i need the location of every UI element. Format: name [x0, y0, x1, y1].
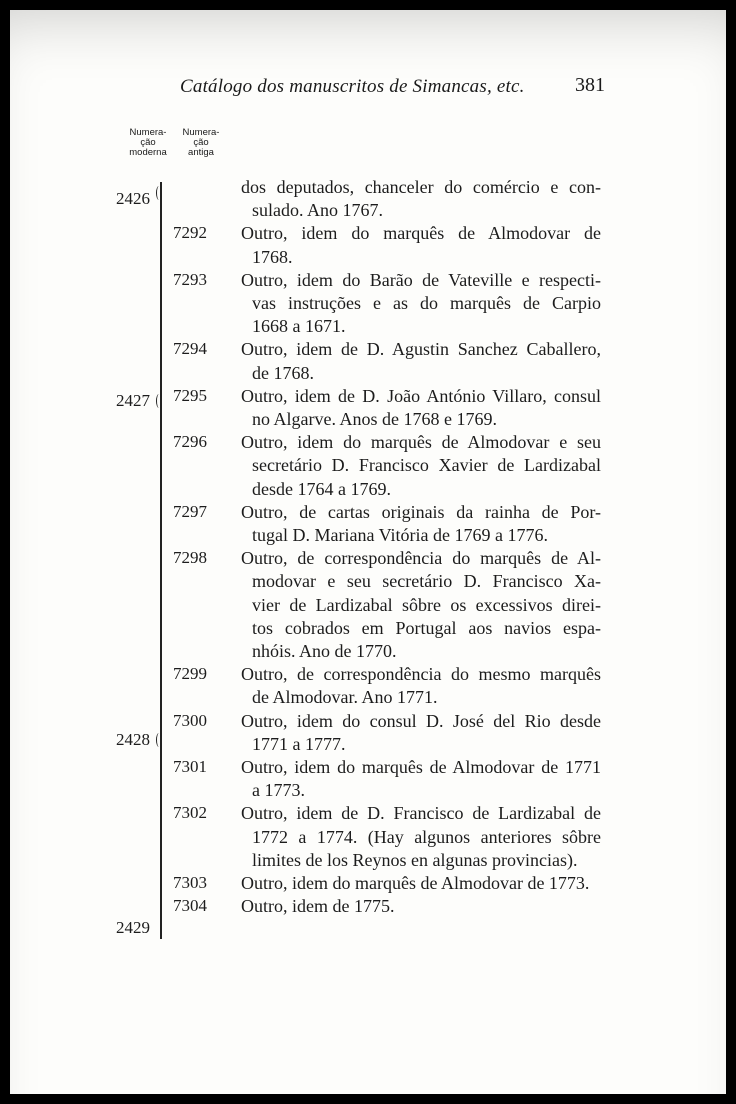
entry-number: 7300 — [173, 710, 207, 730]
entry-line: Outro, idem do consul D. José del Rio desde — [241, 710, 601, 731]
column-header-antiga-line: antiga — [188, 147, 214, 158]
entry-line: sulado. Ano 1767. — [252, 200, 384, 221]
entry-line: 1772 a 1774. (Hay algunos anteriores sôbre — [252, 826, 601, 847]
running-header-title: Catálogo dos manuscritos de Simancas, etc. — [180, 76, 525, 97]
entry-line: Outro, de cartas originais da rainha de Por- — [241, 501, 601, 522]
entry-number: 7298 — [173, 548, 207, 568]
entry-line: desde 1764 a 1769. — [252, 478, 391, 499]
entry-line: tos cobrados em Portugal aos navios espa- — [252, 617, 601, 638]
entry-line: modovar e seu secretário D. Francisco Xa- — [252, 571, 601, 592]
entry-line: Outro, idem de D. João António Villaro, consul — [241, 385, 601, 406]
entry-number: 7296 — [173, 432, 207, 452]
entry-line: secretário D. Francisco Xavier de Lardizabal — [252, 455, 601, 476]
entry-line: Outro, idem do Barão de Vateville e respecti- — [241, 269, 601, 290]
document-page — [10, 10, 726, 1094]
modern-number: 2428 — [116, 730, 150, 749]
entry-number: 7304 — [173, 896, 207, 916]
entry-line: Outro, idem do marquês de Almodovar e seu — [241, 432, 601, 453]
entry-line: de 1768. — [252, 362, 314, 383]
entry-line: de Almodovar. Ano 1771. — [252, 687, 438, 708]
entry-number: 7295 — [173, 385, 207, 405]
entry-line: dos deputados, chanceler do comércio e con- — [241, 177, 601, 197]
entry-line: vas instruções e as do marquês de Carpio — [252, 293, 601, 313]
entry-line: Outro, idem de D. Agustin Sanchez Caballero, — [241, 339, 601, 360]
entry-line: Outro, idem de 1775. — [241, 896, 395, 917]
column-header-moderna-line: Numera- — [129, 127, 167, 138]
entry-number: 7303 — [173, 873, 207, 892]
entry-line: 1771 a 1777. — [252, 733, 346, 754]
modern-number: 2426 — [116, 189, 150, 208]
column-header-moderna-line: ção — [140, 137, 156, 148]
entry-line: 1668 a 1671. — [252, 316, 346, 337]
column-header-antiga-line: Numera- — [182, 127, 220, 138]
entry-line: limites de los Reynos en algunas provincias). — [252, 849, 578, 870]
entry-line: Outro, idem de D. Francisco de Lardizabal de — [241, 803, 601, 824]
modern-number: 2427 — [116, 391, 150, 410]
catalog-entries — [10, 10, 726, 1094]
entry-number: 7302 — [173, 803, 207, 823]
entry-line: tugal D. Mariana Vitória de 1769 a 1776. — [252, 525, 549, 545]
column-header-moderna-line: moderna — [129, 147, 167, 158]
entry-line: Outro, idem do marquês de Almodovar de 1771 — [241, 757, 601, 777]
entry-number: 7297 — [173, 501, 207, 521]
entry-line: Outro, idem do marquês de Almodovar de 1773. — [241, 873, 590, 893]
entry-number: 7293 — [173, 269, 207, 289]
entry-line: Outro, de correspondência do mesmo marquês — [241, 664, 601, 685]
entry-number: 7292 — [173, 223, 207, 243]
entry-line: Outro, de correspondência do marquês de Al- — [241, 548, 601, 569]
entry-line: nhóis. Ano de 1770. — [252, 641, 397, 661]
entry-number: 7301 — [173, 757, 207, 776]
entry-number: 7299 — [173, 664, 207, 684]
modern-number: 2429 — [116, 918, 150, 937]
column-header-antiga-line: ção — [193, 137, 209, 148]
entry-line: a 1773. — [252, 780, 305, 801]
page-number: 381 — [575, 74, 605, 96]
entry-number: 7294 — [173, 339, 207, 359]
entry-line: vier de Lardizabal sôbre os excessivos direi- — [252, 594, 601, 615]
entry-line: 1768. — [252, 246, 293, 267]
entry-line: Outro, idem do marquês de Almodovar de — [241, 223, 601, 244]
entry-line: no Algarve. Anos de 1768 e 1769. — [252, 409, 497, 429]
